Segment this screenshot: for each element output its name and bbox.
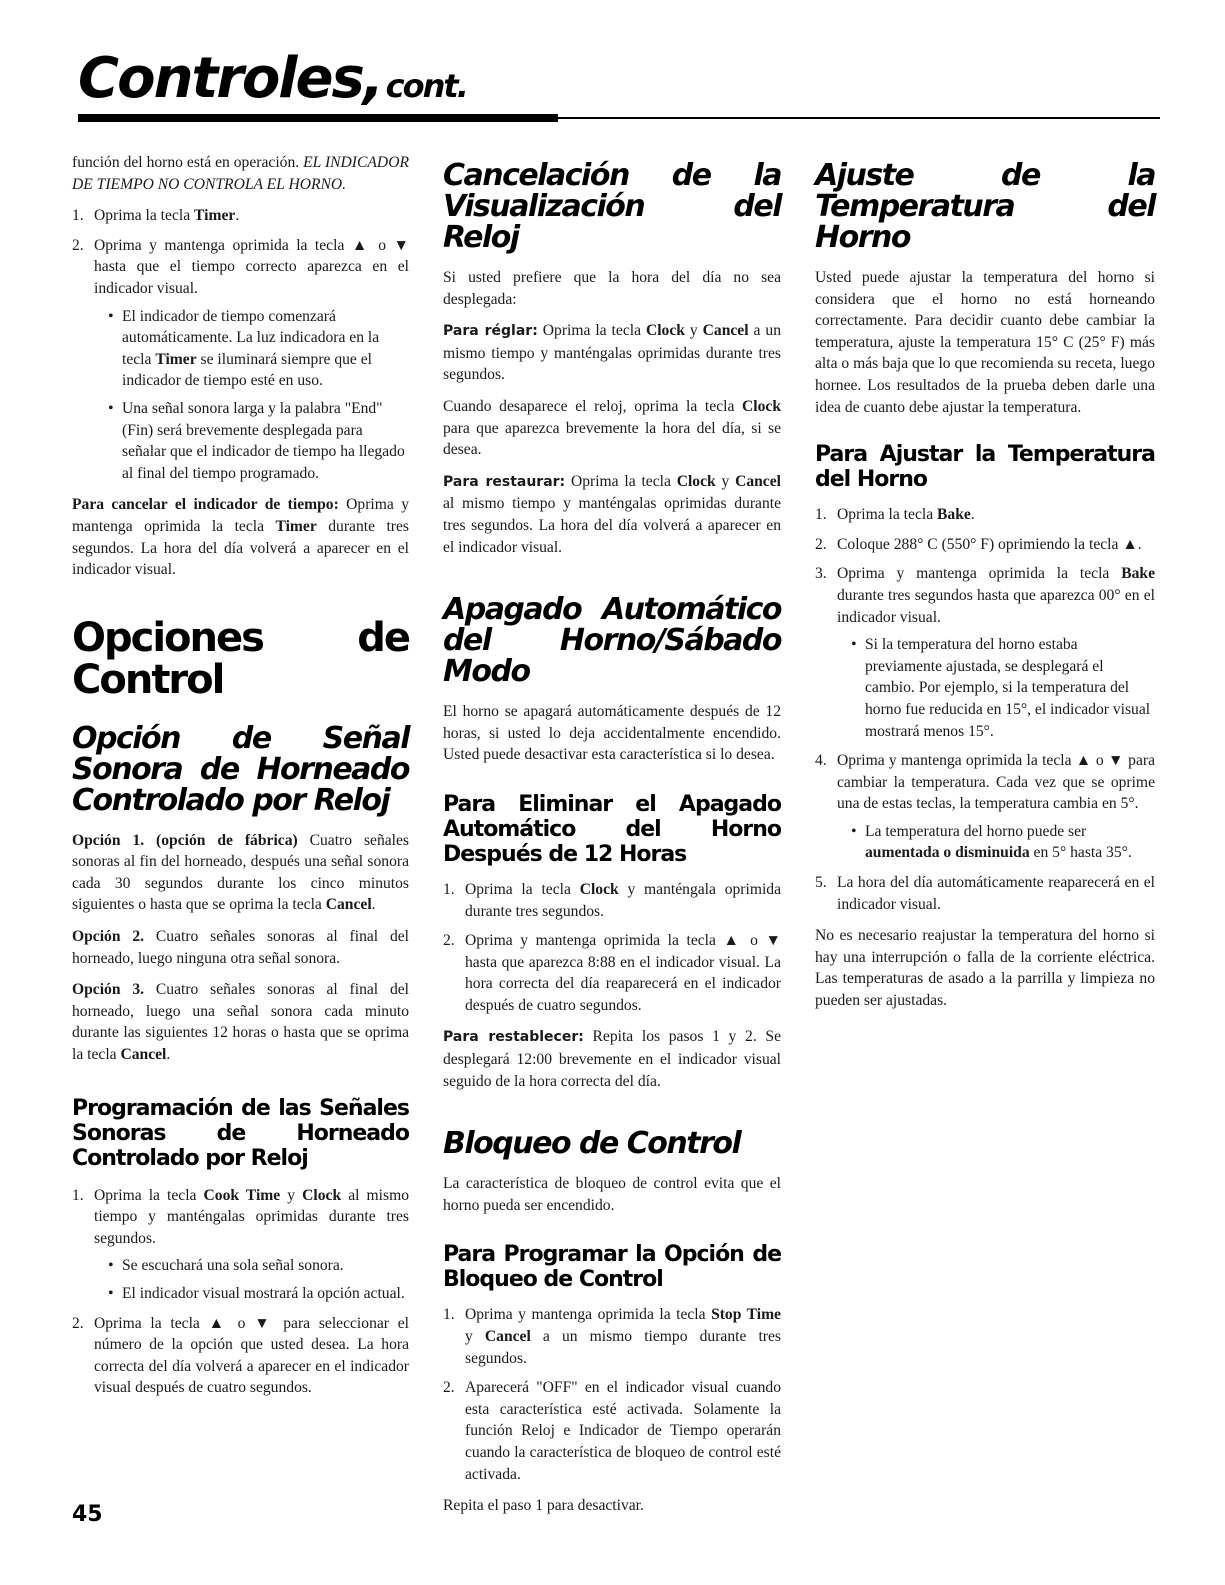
list-item [815, 872, 1155, 915]
bullet-text: La temperatura del horno puede ser [865, 822, 1087, 840]
page-title [78, 46, 467, 111]
bullet-text: se iluminará siempre que el indicador de tiempo esté en uso. [122, 350, 372, 390]
step-text: . [235, 207, 240, 225]
header-rule-thin [558, 117, 1160, 119]
option-1-paragraph [72, 830, 409, 916]
remove-steps [443, 879, 781, 1017]
step-number: 1. [815, 506, 827, 524]
step-text: Oprima y mantenga oprimida la tecla ▲ o ▼ hasta que el tiempo correcto aparezca en el indicador visual. [94, 236, 409, 297]
key-label: Stop Time [711, 1306, 781, 1324]
list-item [443, 930, 781, 1016]
key-label: aumentada o disminuida [865, 844, 1030, 862]
step-number: 1. [443, 880, 455, 898]
paragraph-text: al mismo tiempo y manténgalas oprimidas durante tres segundos. La hora del día volverá a aparecer en el indicador visual. [443, 495, 781, 556]
paragraph-text: Repita los pasos 1 y 2. Se desplegará 12:00 brevemente en el indicador visual seguido de la hora correcta del día. [443, 1028, 781, 1090]
paragraph-lead: Para restaurar: [443, 473, 566, 490]
list-item [72, 1313, 409, 1399]
paragraph-lead: Para cancelar el indicador de tiempo: [72, 496, 339, 514]
step-text: Oprima la tecla [94, 207, 195, 225]
list-item [851, 821, 1155, 864]
adjust-paragraph: Usted puede ajustar la temperatura del horno si considera que el horno no está horneando correctamente. Para decidir cuanto debe cambiar la temperatura, ajuste la temperatura 15° C (25° F) más alta o más baja que lo que recomienda su receta, luego hornee. Los resultados de la prueba deben darle una idea de cuanto debe ajustar la temperatura. [815, 269, 1155, 416]
intro-emphasis: EL INDICADOR DE TIEMPO NO CONTROLA EL HORNO. [72, 154, 409, 193]
step-number: 1. [72, 1186, 84, 1204]
key-label: Cancel [325, 896, 372, 914]
paragraph-lead: Para restablecer: [443, 1029, 584, 1046]
paragraph-lead: Para réglar: [443, 323, 538, 340]
column-1 [72, 152, 409, 1409]
key-label: Clock [645, 322, 685, 340]
step-text: Oprima la tecla [94, 1186, 204, 1204]
option-3-paragraph [72, 979, 409, 1065]
key-label: Cancel [484, 1328, 531, 1346]
list-item: • Si la temperatura del horno estaba previamente ajustada, se desplegará el cambio. Por ejemplo, si la temperatura del horno fue reducida en 15°, el indicador visual mostrará menos 15°. [851, 634, 1155, 742]
paragraph-text: Cuatro señales sonoras al final del horneado, luego ninguna otra señal sonora. [72, 928, 409, 967]
step-text: a un mismo tiempo durante tres segundos. [465, 1328, 781, 1367]
page-title-main: Controles, [78, 46, 383, 111]
list-item [108, 306, 409, 392]
step-text: Coloque 288° C (550° F) oprimiendo la tecla ▲. [837, 535, 1142, 553]
column-2 [443, 152, 781, 1527]
reset-paragraph [443, 1026, 781, 1092]
column-3 [815, 152, 1155, 1022]
heading-remove-auto-off: Para Eliminar el Apagado Automático del Horno Después de 12 Horas [443, 791, 781, 867]
list-item [815, 504, 1155, 526]
list-item [443, 1304, 781, 1369]
step-number: 2. [72, 236, 84, 254]
step-text: Oprima la tecla [837, 506, 938, 524]
option-2-paragraph [72, 926, 409, 969]
step-number: 1. [72, 207, 84, 225]
step-text: Oprima y mantenga oprimida la tecla ▲ o ▼ hasta que aparezca 8:88 en el indicador visual. La hora correcta del día reaparecerá en el indicador después de cuatro segundos. [465, 932, 781, 1014]
step-number: 5. [815, 874, 827, 892]
step-4-bullets [837, 821, 1155, 864]
timer-bullets [94, 306, 409, 485]
step-number: 3. [815, 565, 827, 583]
list-item [443, 879, 781, 922]
step-text: y manténgala oprimida durante tres segundos. [465, 880, 781, 920]
list-item [815, 563, 1155, 742]
paragraph-text: Cuando desaparece el reloj, oprima la tecla [443, 397, 743, 415]
auto-off-paragraph: El horno se apagará automáticamente después de 12 horas, si usted lo deja accidentalmente encendido. Usted puede desactivar esta característica si lo desea. [443, 703, 781, 764]
paragraph-text: para que aparezca brevemente la hora del día, si se desea. [443, 419, 781, 459]
cancel-timer-paragraph [72, 494, 409, 580]
step-number: 4. [815, 752, 827, 770]
heading-control-options: Opciones de Control [72, 614, 409, 703]
list-item [72, 235, 409, 485]
heading-program-lock: Para Programar la Opción de Bloqueo de Control [443, 1242, 781, 1293]
heading-program-beeps: Programación de las Señales Sonoras de Horneado Controlado por Reloj [72, 1095, 409, 1171]
page-number: 45 [72, 1502, 103, 1527]
key-label: Cancel [120, 1046, 167, 1064]
key-label: Clock [579, 880, 619, 898]
adjust-steps [815, 504, 1155, 915]
key-label: Timer [194, 207, 236, 225]
heading-temp-adjust: Ajuste de la Temperatura del Horno [815, 158, 1155, 255]
paragraph-lead: Opción 2. [72, 928, 145, 946]
paragraph-text: Oprima la tecla [565, 472, 677, 490]
step-number: 2. [815, 535, 827, 553]
step-text: Oprima y mantenga oprimida la tecla [465, 1306, 712, 1324]
header-rule-thick [78, 114, 558, 122]
paragraph-text: a un mismo tiempo y manténgalas oprimidas durante tres segundos. [443, 322, 781, 384]
key-label: Clock [302, 1186, 342, 1204]
intro-paragraph [72, 152, 409, 195]
step-number: 2. [443, 932, 455, 950]
step-text: Aparecerá "OFF" en el indicador visual cuando esta característica esté activada. Solamente la función Reloj e Indicador de Tiempo operarán cuando la característica de bloqueo de control esté activada. [465, 1379, 781, 1483]
step-text: Oprima y mantenga oprimida la tecla ▲ o ▼ para cambiar la temperatura. Cada vez que se oprime una de estas teclas, la temperatura cambia en 5°. [837, 752, 1155, 813]
key-label: Timer [155, 350, 197, 368]
program-steps [72, 1185, 409, 1399]
list-item [108, 398, 409, 484]
step-number: 2. [443, 1379, 455, 1397]
bullet-text: en 5° hasta 35°. [1029, 844, 1132, 862]
key-label: Bake [937, 506, 971, 524]
bullet-text: El indicador de tiempo comenzará automáticamente. La luz indicadora en la tecla [122, 307, 380, 368]
paragraph-text: Cuatro señales sonoras al fin del horneado, después una señal sonora cada 30 segundos durante los cinco minutos siguientes o hasta que se oprima la tecla [72, 831, 409, 914]
key-label: Bake [1121, 565, 1155, 583]
step-text: y [465, 1328, 485, 1346]
paragraph-text: Oprima y mantenga oprimida la tecla [72, 496, 409, 535]
restore-paragraph [443, 471, 781, 558]
step-text: durante tres segundos hasta que aparezca 00° en el indicador visual. [837, 586, 1155, 626]
clock-gone-paragraph [443, 396, 781, 461]
key-label: Cancel [702, 322, 749, 340]
bullet-text: Una señal sonora larga y la palabra "End" (Fin) será brevemente desplegada para señalar que el indicador de tiempo ha llegado al final del tiempo programado. [122, 399, 405, 482]
set-paragraph [443, 320, 781, 386]
paragraph-text: y [715, 472, 736, 490]
timer-steps [72, 205, 409, 484]
key-label: Clock [742, 397, 781, 415]
paragraph-lead: Opción 1. (opción de fábrica) [72, 831, 298, 849]
heading-clock-cancel: Cancelación de la Visualización del Reloj [443, 158, 781, 255]
step-number: 2. [72, 1314, 84, 1332]
list-item [72, 205, 409, 227]
step-text: al mismo tiempo y manténgalas oprimidas durante tres segundos. [94, 1186, 409, 1247]
intro-text: función del horno está en operación. [72, 154, 300, 171]
key-label: Timer [275, 517, 317, 535]
cancel-intro: Si usted prefiere que la hora del día no sea desplegada: [443, 269, 781, 308]
list-item [815, 750, 1155, 864]
step-text: Oprima y mantenga oprimida la tecla [837, 565, 1122, 583]
heading-beep-option: Opción de Señal Sonora de Horneado Controlado por Reloj [72, 720, 409, 818]
key-label: Clock [676, 472, 716, 490]
heading-to-adjust: Para Ajustar la Temperatura del Horno [815, 442, 1155, 493]
lock-steps [443, 1304, 781, 1485]
step-3-bullets [837, 634, 1155, 742]
lock-repeat-paragraph: Repita el paso 1 para desactivar. [443, 1497, 644, 1515]
step-text: La hora del día automáticamente reaparecerá en el indicador visual. [837, 874, 1155, 913]
heading-control-lock: Bloqueo de Control [443, 1126, 741, 1162]
paragraph-lead: Opción 3. [72, 981, 145, 999]
step-text: y [280, 1186, 303, 1204]
list-item [72, 1185, 409, 1305]
paragraph-text: . [166, 1046, 171, 1064]
paragraph-text: durante tres segundos. La hora del día volverá a aparecer en el indicador visual. [72, 517, 409, 579]
paragraph-text: . [371, 896, 376, 914]
program-bullets [94, 1255, 409, 1304]
heading-auto-off: Apagado Automático del Horno/Sábado Modo [443, 592, 781, 690]
paragraph-text: Cuatro señales sonoras al final del horneado, luego una señal sonora cada minuto durante las siguientes 12 horas o hasta que se oprima la tecla [72, 981, 409, 1064]
step-text: . [970, 506, 975, 524]
list-item [443, 1377, 781, 1485]
closing-paragraph: No es necesario reajustar la temperatura del horno si hay una interrupción o falla de la corriente eléctrica. Las temperaturas de asado a la parrilla y limpieza no pueden ser ajustadas. [815, 927, 1155, 1010]
key-label: Cook Time [203, 1186, 281, 1204]
list-item: • Se escuchará una sola señal sonora. [108, 1255, 409, 1277]
step-number: 1. [443, 1306, 455, 1324]
list-item [815, 534, 1155, 556]
step-text: Oprima la tecla [465, 880, 580, 898]
key-label: Cancel [735, 472, 781, 490]
page-title-suffix: cont. [385, 67, 467, 105]
paragraph-text: y [684, 322, 703, 340]
list-item: • El indicador visual mostrará la opción actual. [108, 1283, 409, 1305]
lock-paragraph: La característica de bloqueo de control evita que el horno pueda ser encendido. [443, 1175, 781, 1214]
paragraph-text: Oprima la tecla [537, 322, 646, 340]
step-text: Oprima la tecla ▲ o ▼ para seleccionar el número de la opción que usted desea. La hora correcta del día volverá a aparecer en el indicador visual después de cuatro segundos. [94, 1314, 409, 1397]
